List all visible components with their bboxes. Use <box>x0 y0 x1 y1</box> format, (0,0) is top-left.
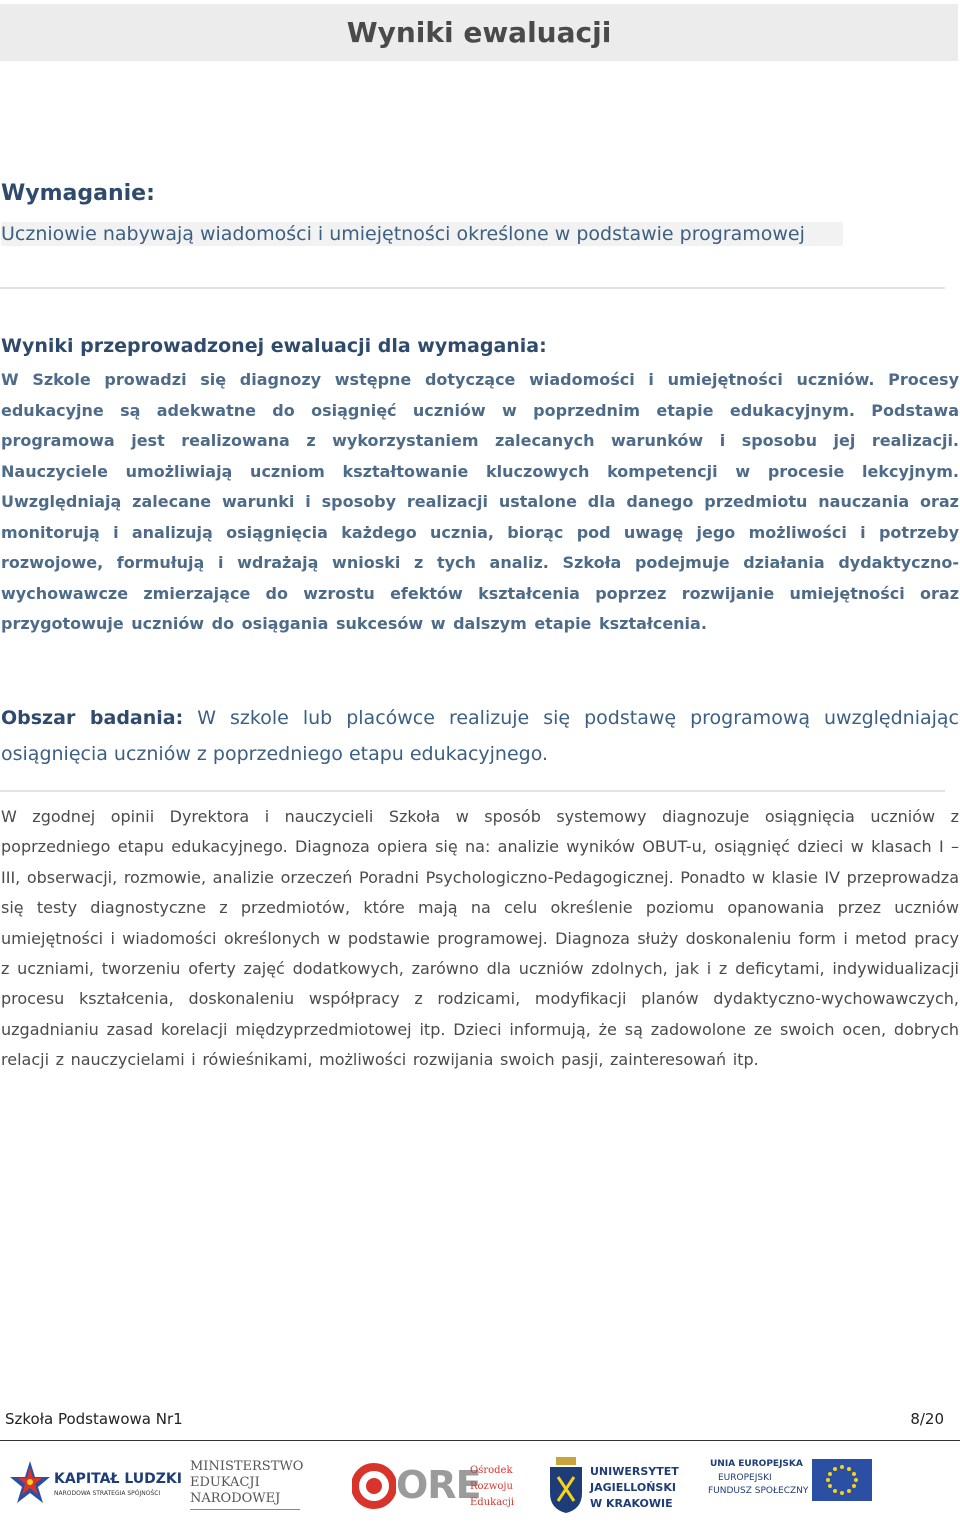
eu-line3: FUNDUSZ SPOŁECZNY <box>708 1486 809 1496</box>
results-paragraph: W Szkole prowadzi się diagnozy wstępne dotyczące wiadomości i umiejętności uczniów. Procesy edukacyjne są adekwatne do osiągnięć uczniów w poprzednim etapie edukacyjnym. Podstawa programowa jest realizowana z wykorzystaniem zalecanych warunków i sposobu jej realizacji. Nauczyciele umożliwiają uczniom kształtowanie kluczowych kompetencji w procesie lekcyjnym. Uwzględniają zalecane warunki i sposoby realizacji ustalone dla danego przedmiotu nauczania oraz monitorują i analizują osiągnięcia każdego ucznia, biorąc pod uwagę jego możliwości i potrzeby rozwojowe, formułują i wdrażają wnioski z tych analiz. Szkoła podejmuje działania dydaktyczno-wychowawcze zmierzające do wzrostu efektów kształcenia poprzez rozwijanie umiejętności oraz przygotowuje uczniów do osiągania sukcesów w dalszym etapie kształcenia. <box>1 370 959 633</box>
ore-line1: Ośrodek <box>470 1465 513 1476</box>
scope-paragraph <box>1 700 959 772</box>
ore-line2: Rozwoju <box>470 1481 513 1492</box>
ore-mark: ORE <box>396 1463 481 1507</box>
results-heading: Wyniki przeprowadzonej ewaluacji dla wymagania: <box>1 335 547 357</box>
title-bar <box>0 4 958 61</box>
requirement-text: Uczniowie nabywają wiadomości i umiejętności określone w podstawie programowej <box>1 222 843 246</box>
eu-line1: UNIA EUROPEJSKA <box>710 1459 803 1469</box>
divider <box>0 287 945 289</box>
kapital-ludzki-title: KAPITAŁ LUDZKI <box>54 1471 182 1487</box>
eu-line2: EUROPEJSKI <box>718 1473 772 1483</box>
men-line1: MINISTERSTWO <box>190 1459 304 1474</box>
men-line2: EDUKACJI <box>190 1475 260 1490</box>
requirement-heading: Wymaganie: <box>1 181 155 206</box>
body-paragraph: W zgodnej opinii Dyrektora i nauczycieli Szkoła w sposób systemowy diagnozuje osiągnięcia uczniów z poprzedniego etapu edukacyjnego. Diagnoza opiera się na: analizie wyników OBUT-u, osiągnięć dzieci w klasach I – III, obserwacji, rozmowie, analizie orzeczeń Poradni Psychologiczno-Pedagogicznej. Ponadto w klasie IV przeprowadza się testy diagnostyczne z przedmiotów, które mają na celu określenie poziomu opanowania przez uczniów umiejętności i wiadomości określonych w podstawie programowej. Diagnoza służy doskonaleniu form i metod pracy z uczniami, tworzeniu oferty zajęć dodatkowych, zarówno dla uczniów zdolnych, jak i z deficytami, indywidualizacji procesu kształcenia, doskonaleniu współpracy z rodzicami, modyfikacji planów dydaktyczno-wychowawczych, uzgadnianiu zasad korelacji międzyprzedmiotowej itp. Dzieci informują, że są zadowolone ze swoich ocen, dobrych relacji z nauczycielami i rówieśnikami, możliwości rozwijania swoich pasji, zainteresowań itp. <box>1 807 959 1070</box>
men-logo <box>190 1459 320 1519</box>
footer-page-number: 8/20 <box>910 1410 944 1428</box>
footer-school-name: Szkoła Podstawowa Nr1 <box>5 1410 183 1428</box>
logo-strip <box>0 1445 960 1532</box>
kapital-ludzki-subtitle: NARODOWA STRATEGIA SPÓJNOŚCI <box>54 1490 161 1497</box>
ore-circle-icon <box>352 1461 396 1511</box>
kapital-ludzki-star-icon <box>8 1457 52 1515</box>
ore-logo <box>352 1457 522 1517</box>
scope-label: Obszar badania: <box>1 707 184 729</box>
men-line3: NARODOWEJ <box>190 1491 281 1506</box>
uj-crest-icon <box>548 1455 584 1515</box>
ore-line3: Edukacji <box>470 1497 515 1508</box>
kapital-ludzki-logo <box>8 1457 182 1517</box>
uj-line2: JAGIELLOŃSKI <box>590 1481 676 1494</box>
uj-line3: W KRAKOWIE <box>590 1497 673 1510</box>
divider <box>0 790 945 792</box>
scope-text: W szkole lub placówce realizuje się podstawę programową uwzględniając osiągnięcia uczniów z poprzedniego etapu edukacyjnego. <box>1 707 959 765</box>
uj-logo <box>548 1453 688 1523</box>
eu-logo <box>708 1459 878 1519</box>
uj-line1: UNIWERSYTET <box>590 1465 679 1478</box>
eu-flag-icon <box>812 1459 872 1501</box>
footer-divider <box>0 1440 960 1441</box>
men-underline <box>190 1509 300 1510</box>
page-title: Wyniki ewaluacji <box>346 16 612 49</box>
